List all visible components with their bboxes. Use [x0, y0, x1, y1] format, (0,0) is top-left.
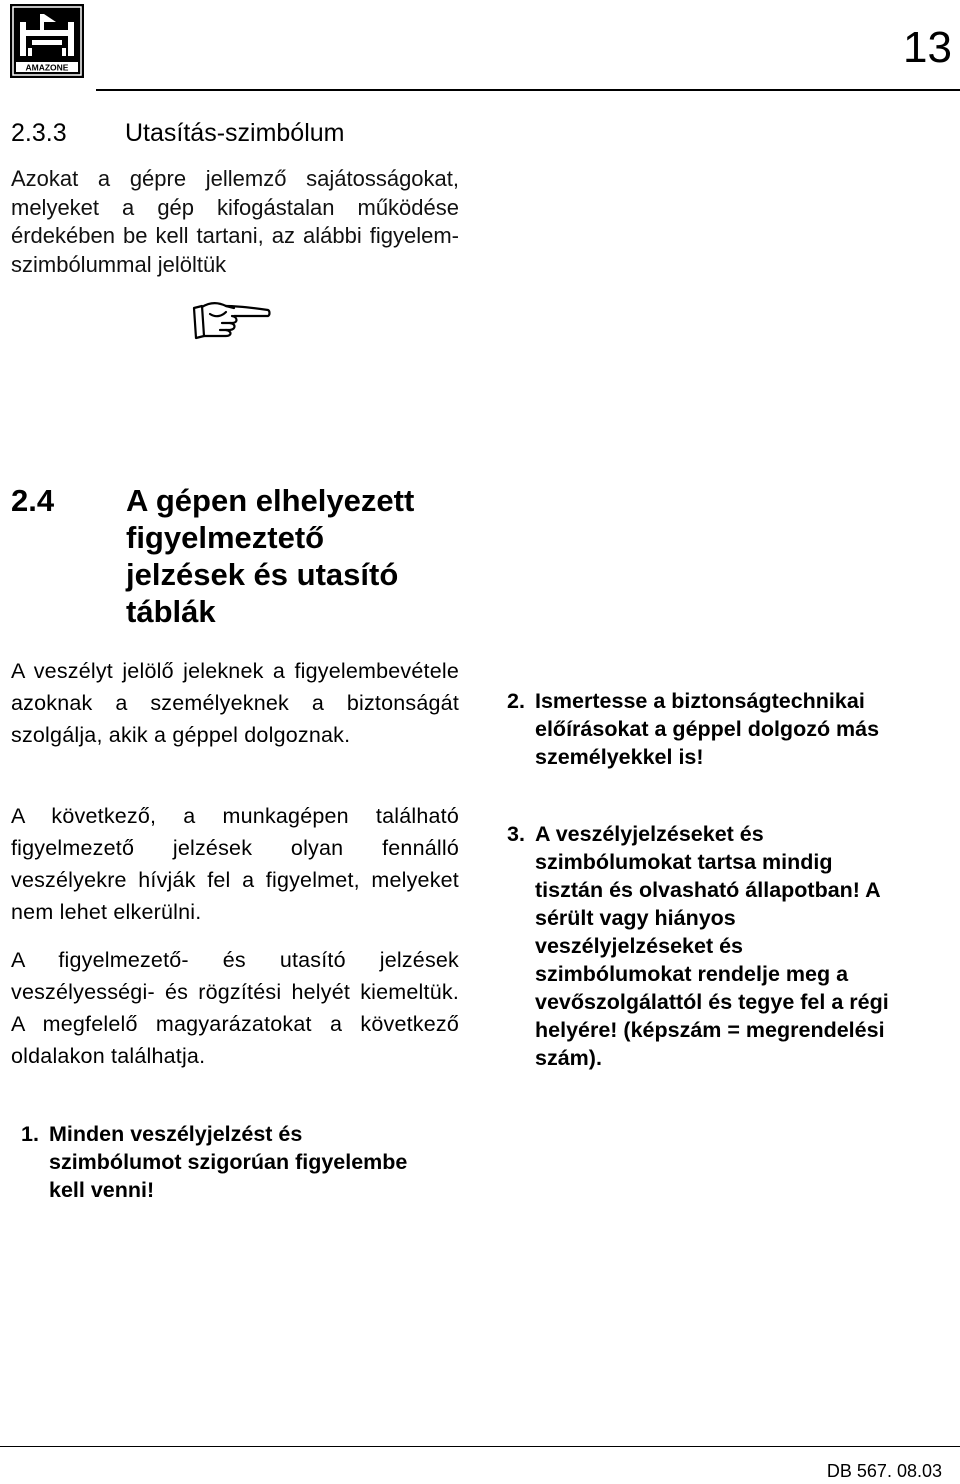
list-item-number: 1.	[21, 1122, 39, 1146]
section-24-title-line: jelzések és utasító	[126, 557, 399, 592]
document-code: DB 567. 08.03	[826, 1461, 942, 1481]
header-divider	[96, 89, 960, 91]
section-24-title-line: figyelmeztető	[126, 520, 325, 555]
list-item-number: 2.	[507, 689, 525, 713]
list-item-text	[49, 1120, 469, 1204]
section-24-title-line: táblák	[126, 594, 216, 629]
list-item-line: Minden veszélyjelzést és	[49, 1122, 303, 1146]
list-item-line: előírásokat a géppel dolgozó más	[535, 717, 880, 741]
logo-text: AMAZONE	[25, 62, 69, 73]
list-item-line: szimbólumokat tartsa mindig	[535, 850, 833, 874]
section-24-title	[126, 482, 466, 630]
section-233-heading	[11, 118, 345, 148]
list-item-line: tisztán és olvasható állapotban! A	[535, 878, 881, 902]
list-item-text	[535, 820, 945, 1072]
list-item-line: helyére! (képszám = megrendelési	[535, 1018, 885, 1042]
section-233-number: 2.3.3	[11, 119, 67, 147]
list-item-line: szimbólumot szigorúan figyelembe	[49, 1150, 408, 1174]
list-item-line: szimbólumokat rendelje meg a	[535, 962, 849, 986]
footer-divider	[0, 1446, 960, 1447]
list-item-line: veszélyjelzéseket és	[535, 934, 743, 958]
section-233-text: Azokat a gépre jellemző sajátosságokat, melyeket a gép kifogástalan működése érdekében be kell tartani, az alábbi figyelem-szimbólummal jelöltük	[11, 166, 459, 277]
paragraph-2: A következő, a munkagépen található figyelmezető jelzések olyan fennálló veszélyekre hívják fel a figyelmet, melyeket nem lehet elkerülni.	[11, 804, 459, 924]
paragraph-3: A figyelmezető- és utasító jelzések veszélyességi- és rögzítési helyét kiemeltük. A megfelelő magyarázatokat a következő oldalakon találhatja.	[11, 948, 459, 1068]
paragraph-1: A veszélyt jelölő jeleknek a figyelembevétele azoknak a személyeknek a biztonságát szolgálja, akik a géppel dolgoznak.	[11, 659, 459, 747]
list-item-line: vevőszolgálattól és tegye fel a régi	[535, 990, 889, 1014]
list-item-line: személyekkel is!	[535, 745, 704, 769]
list-item-text	[535, 687, 945, 771]
list-item-line: sérült vagy hiányos	[535, 906, 736, 930]
list-item-line: A veszélyjelzéseket és	[535, 822, 764, 846]
section-24-number: 2.4	[11, 483, 55, 518]
section-24-title-line: A gépen elhelyezett	[126, 483, 415, 518]
list-item-line: szám).	[535, 1046, 602, 1070]
pointing-hand-icon	[192, 298, 272, 342]
amazone-logo	[10, 4, 84, 78]
page-number: 13	[903, 23, 952, 72]
list-item-line: Ismertesse a biztonságtechnikai	[535, 689, 865, 713]
section-233-title: Utasítás-szimbólum	[125, 119, 345, 147]
list-item-number: 3.	[507, 822, 525, 846]
list-item-line: kell venni!	[49, 1178, 155, 1202]
